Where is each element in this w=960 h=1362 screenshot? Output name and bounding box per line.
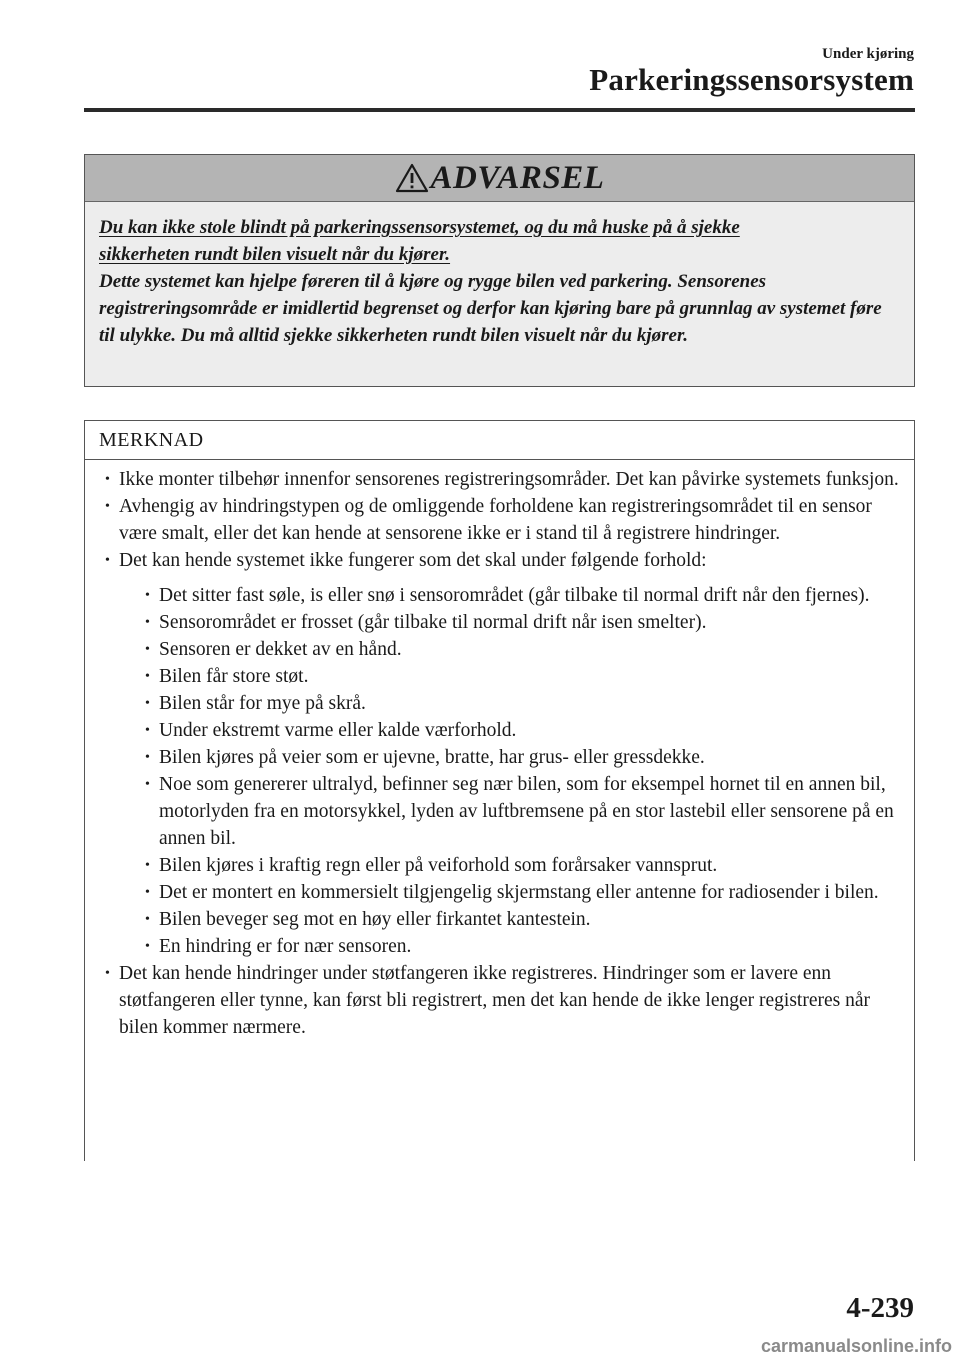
- condition-item: [119, 717, 900, 744]
- watermark[interactable]: carmanualsonline.info: [760, 1336, 952, 1356]
- list-item: [101, 466, 900, 493]
- list-item-text: Avhengig av hindringstypen og de omliggende forholdene kan registreringsområdet til en sensor være smalt, eller det kan hende at sensorene ikke er i stand til å registrere hindringer.: [119, 496, 872, 544]
- note-box: [84, 420, 915, 1161]
- condition-text: Bilen står for mye på skrå.: [159, 693, 366, 714]
- list-item-text: Det kan hende hindringer under støtfangeren ikke registreres. Hindringer som er lavere enn støtfangeren eller tynne, kan først bli registrert, men det kan hende de ikke lenger registreres når bilen kommer nærmere.: [119, 963, 870, 1038]
- list-item-text: Det kan hende systemet ikke fungerer som det skal under følgende forhold:: [119, 550, 707, 571]
- bullet-icon: •: [105, 966, 110, 981]
- bullet-icon: •: [145, 750, 150, 765]
- bullet-icon: •: [145, 588, 150, 603]
- condition-text: En hindring er for nær sensoren.: [159, 936, 412, 957]
- condition-text: Noe som genererer ultralyd, befinner seg nær bilen, som for eksempel hornet til en annen bil, motorlyden fra en motorsykkel, lyden av luftbremsene på en stor lastebil eller sensorene på en annen bil.: [159, 774, 894, 849]
- condition-item: [119, 879, 900, 906]
- condition-text: Bilen beveger seg mot en høy eller firkantet kantestein.: [159, 909, 591, 930]
- condition-text: Sensoren er dekket av en hånd.: [159, 639, 402, 660]
- list-item: [101, 960, 900, 1041]
- note-body: [85, 460, 914, 1041]
- bullet-icon: •: [145, 939, 150, 954]
- bullet-icon: •: [145, 777, 150, 792]
- warning-triangle-icon: [395, 163, 429, 193]
- condition-item: [119, 771, 900, 852]
- condition-text: Bilen får store støt.: [159, 666, 309, 687]
- condition-item: [119, 690, 900, 717]
- bullet-icon: •: [145, 858, 150, 873]
- section-name: Under kjøring: [822, 46, 914, 62]
- condition-item: [119, 663, 900, 690]
- list-item: [101, 493, 900, 547]
- condition-text: Det sitter fast søle, is eller snø i sensorområdet (går tilbake til normal drift når den fjernes).: [159, 585, 870, 606]
- bullet-icon: •: [145, 669, 150, 684]
- condition-text: Bilen kjøres på veier som er ujevne, bratte, har grus- eller gressdekke.: [159, 747, 705, 768]
- bullet-icon: •: [145, 912, 150, 927]
- warning-text: [85, 202, 914, 349]
- condition-item: [119, 582, 900, 609]
- warning-emphasis-line-1: Du kan ikke stole blindt på parkeringssensorsystemet, og du må huske på å sjekke: [99, 217, 740, 238]
- bullet-icon: •: [105, 553, 110, 568]
- bullet-icon: •: [145, 723, 150, 738]
- bullet-icon: •: [145, 885, 150, 900]
- warning-header: [85, 155, 914, 202]
- header-divider: [84, 108, 915, 112]
- bullet-icon: •: [145, 615, 150, 630]
- bullet-icon: •: [105, 472, 110, 487]
- bullet-icon: •: [105, 499, 110, 514]
- condition-text: Sensorområdet er frosset (går tilbake til normal drift når isen smelter).: [159, 612, 707, 633]
- warning-title: ADVARSEL: [430, 159, 605, 196]
- condition-item: [119, 609, 900, 636]
- note-header: MERKNAD: [85, 421, 914, 460]
- condition-text: Under ekstremt varme eller kalde værforhold.: [159, 720, 517, 741]
- warning-body-text: Dette systemet kan hjelpe føreren til å kjøre og rygge bilen ved parkering. Sensorenes registreringsområde er imidlertid begrenset og derfor kan kjøring bare på grunnlag av systemet føre til ulykke. Du må alltid sjekke sikkerheten rundt bilen visuelt når du kjører.: [99, 271, 882, 346]
- condition-text: Bilen kjøres i kraftig regn eller på veiforhold som forårsaker vannsprut.: [159, 855, 718, 876]
- page-number: 4-239: [846, 1292, 914, 1324]
- condition-item: [119, 906, 900, 933]
- condition-text: Det er montert en kommersielt tilgjengelig skjermstang eller antenne for radiosender i bilen.: [159, 882, 879, 903]
- condition-item: [119, 636, 900, 663]
- warning-emphasis-line-2: sikkerheten rundt bilen visuelt når du kjører.: [99, 244, 451, 265]
- bullet-icon: •: [145, 642, 150, 657]
- note-list: [101, 466, 900, 1041]
- bullet-icon: •: [145, 696, 150, 711]
- warning-box: [84, 154, 915, 387]
- list-item-text: Ikke monter tilbehør innenfor sensorenes registreringsområder. Det kan påvirke systemets funksjon.: [119, 469, 899, 490]
- condition-list: [119, 582, 900, 960]
- page-title: Parkeringssensorsystem: [589, 62, 914, 97]
- condition-item: [119, 744, 900, 771]
- list-item: [101, 547, 900, 960]
- condition-item: [119, 933, 900, 960]
- condition-item: [119, 852, 900, 879]
